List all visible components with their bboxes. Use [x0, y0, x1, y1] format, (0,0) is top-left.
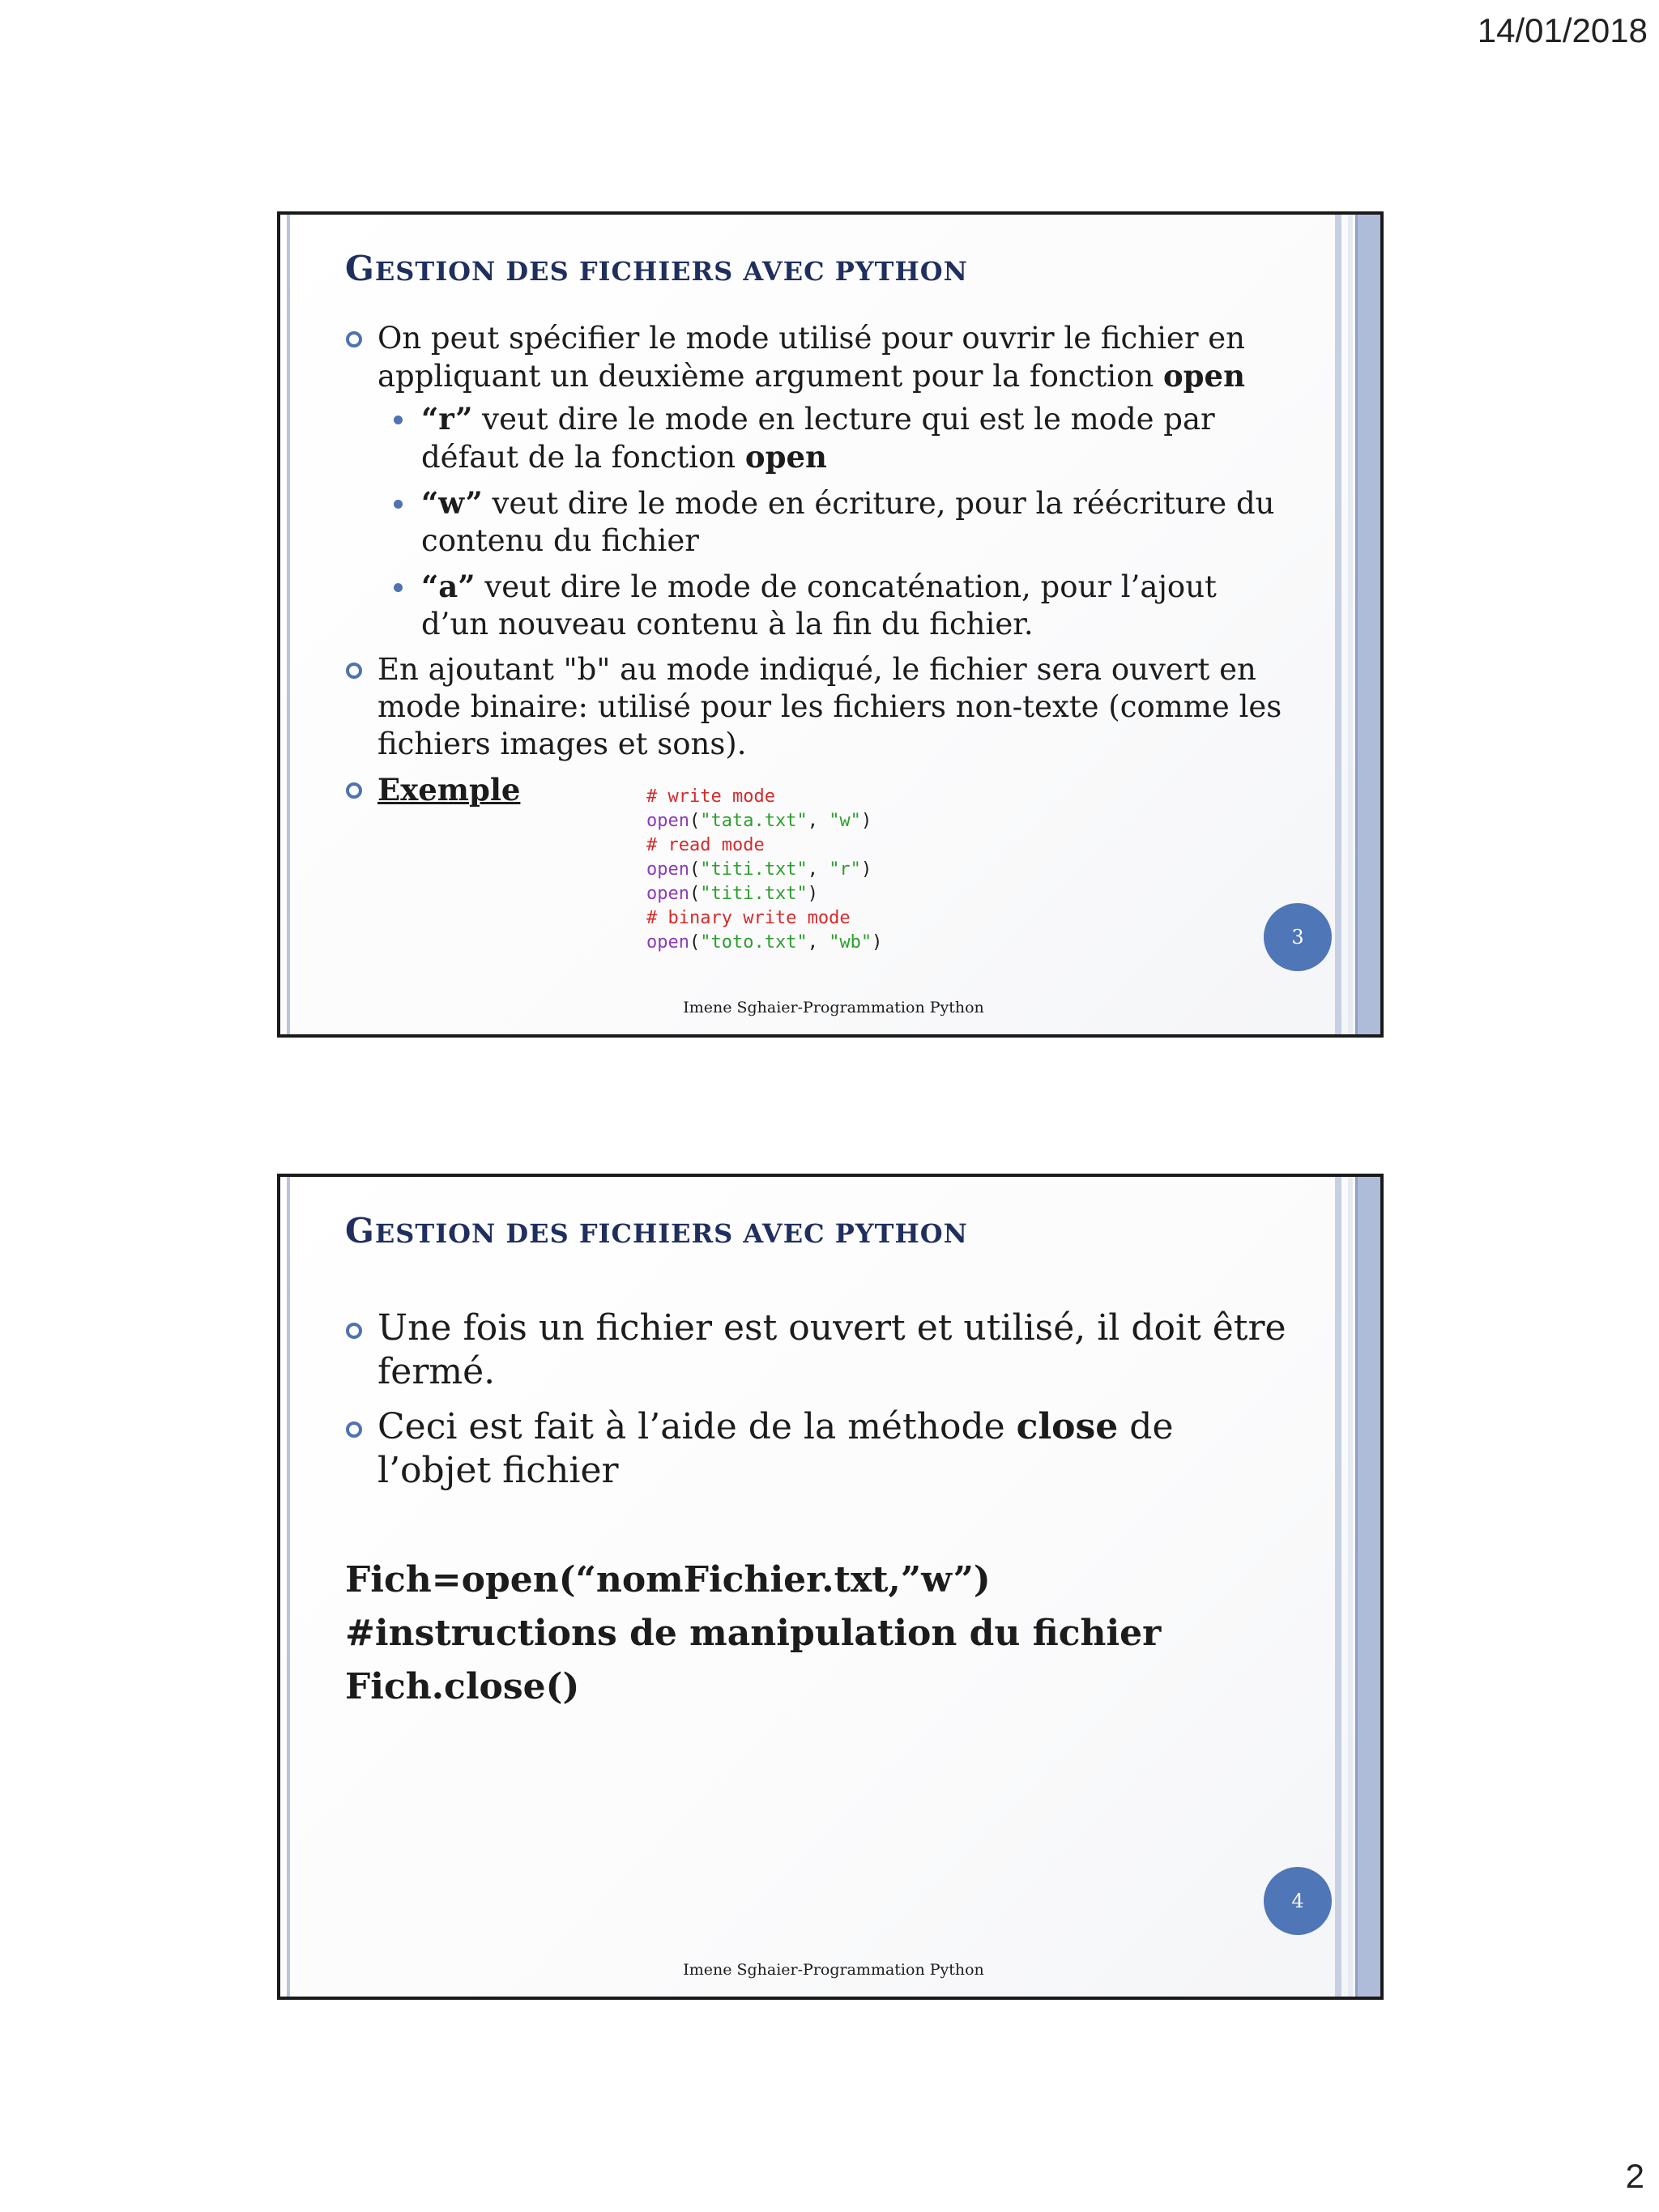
slide-right-stripe	[1335, 1177, 1341, 1997]
sub-bullet-list	[377, 400, 1291, 643]
code-line	[646, 882, 882, 906]
code-string: "w"	[829, 811, 861, 831]
slide-number-badge: 4	[1264, 1867, 1332, 1935]
code-paren: (	[689, 932, 701, 953]
code-separator: ,	[807, 859, 830, 880]
sub-list-item-r	[377, 400, 1291, 476]
slide-right-band	[1355, 215, 1380, 1034]
code-paren: )	[872, 932, 883, 953]
slide-left-stripe	[287, 1177, 290, 1997]
code-function: open	[646, 884, 689, 904]
slide-footer: Imene Sghaier-Programmation Python	[683, 1961, 984, 1979]
bullet-text-bold: open	[1163, 358, 1245, 394]
code-string: "toto.txt"	[700, 932, 808, 953]
slide-right-stripe-light	[1348, 1177, 1353, 1997]
code-example	[646, 785, 882, 955]
code-function: open	[646, 932, 689, 953]
bullet-list	[345, 1306, 1291, 1504]
mode-key: “r”	[421, 401, 473, 437]
slide-right-stripe-light	[1348, 215, 1353, 1034]
code-string: "titi.txt"	[700, 859, 808, 880]
code-example	[345, 1554, 1161, 1714]
sub-list-item-w	[377, 484, 1291, 560]
slide-right-stripe	[1335, 215, 1341, 1034]
code-function: open	[646, 811, 689, 831]
code-paren: (	[689, 859, 701, 880]
code-string: "tata.txt"	[700, 811, 808, 831]
code-paren: (	[689, 811, 701, 831]
code-function: open	[646, 859, 689, 880]
slide-4	[277, 1174, 1384, 2000]
slide-title-rest: ESTION DES FICHIERS AVEC PYTHON	[374, 256, 968, 287]
code-line: #instructions de manipulation du fichier	[345, 1613, 1162, 1654]
code-paren: (	[689, 884, 701, 904]
mode-description: veut dire le mode en lecture qui est le mode par défaut de la fonction	[421, 402, 1215, 475]
slide-title-initial: G	[345, 1211, 375, 1251]
code-string: "wb"	[829, 932, 872, 953]
code-line	[646, 785, 882, 809]
page-number: 2	[1625, 2157, 1644, 2195]
list-item	[345, 1405, 1291, 1493]
slide-number-badge: 3	[1264, 903, 1332, 971]
bullet-text: En ajoutant "b" au mode indiqué, le fichier sera ouvert en mode binaire: utilisé pour les fichiers non-texte (comme les fichiers images et sons).	[377, 652, 1282, 761]
bullet-text: Une fois un fichier est ouvert et utilisé, il doit être fermé.	[377, 1307, 1286, 1392]
list-item	[345, 651, 1291, 763]
bullet-list	[345, 320, 1291, 817]
code-line	[646, 858, 882, 882]
bullet-text-bold: close	[1016, 1406, 1119, 1447]
bullet-text: de l’objet fichier	[377, 1406, 1174, 1491]
code-separator: ,	[807, 932, 830, 953]
slide-left-stripe	[287, 215, 290, 1034]
code-separator: ,	[807, 811, 830, 831]
code-line	[646, 931, 882, 955]
code-line: Fich=open(“nomFichier.txt,”w”)	[345, 1559, 991, 1600]
code-comment: # write mode	[646, 786, 775, 807]
mode-description: veut dire le mode de concaténation, pour l’ajout d’un nouveau contenu à la fin du fichier.	[421, 569, 1217, 641]
sub-list-item-a	[377, 568, 1291, 643]
slide-title-rest: ESTION DES FICHIERS AVEC PYTHON	[374, 1218, 968, 1249]
code-line: Fich.close()	[345, 1666, 580, 1707]
code-comment: # read mode	[646, 835, 765, 855]
slide-footer: Imene Sghaier-Programmation Python	[683, 999, 984, 1016]
slide-title	[345, 1211, 968, 1251]
code-string: "r"	[829, 859, 861, 880]
page-date: 14/01/2018	[1477, 11, 1648, 49]
code-paren: )	[807, 884, 818, 904]
bullet-text: Ceci est fait à l’aide de la méthode	[377, 1406, 1017, 1447]
slide-title	[345, 249, 968, 288]
slide-title-initial: G	[345, 249, 375, 288]
slide-right-band	[1355, 1177, 1380, 1997]
code-line	[646, 906, 882, 931]
example-label: Exemple	[377, 772, 521, 808]
list-item	[345, 1306, 1291, 1394]
mode-description-bold: open	[744, 439, 827, 475]
code-paren: )	[860, 811, 872, 831]
code-line	[646, 809, 882, 833]
slide-3	[277, 211, 1384, 1038]
code-line	[646, 833, 882, 858]
bullet-text: On peut spécifier le mode utilisé pour ouvrir le fichier en appliquant un deuxième argument pour la fonction	[377, 321, 1245, 394]
mode-key: “w”	[421, 485, 483, 521]
mode-key: “a”	[421, 569, 476, 604]
code-paren: )	[860, 859, 872, 880]
mode-description: veut dire le mode en écriture, pour la réécriture du contenu du fichier	[421, 486, 1275, 558]
code-comment: # binary write mode	[646, 908, 851, 928]
code-string: "titi.txt"	[700, 884, 808, 904]
list-item	[345, 320, 1291, 643]
